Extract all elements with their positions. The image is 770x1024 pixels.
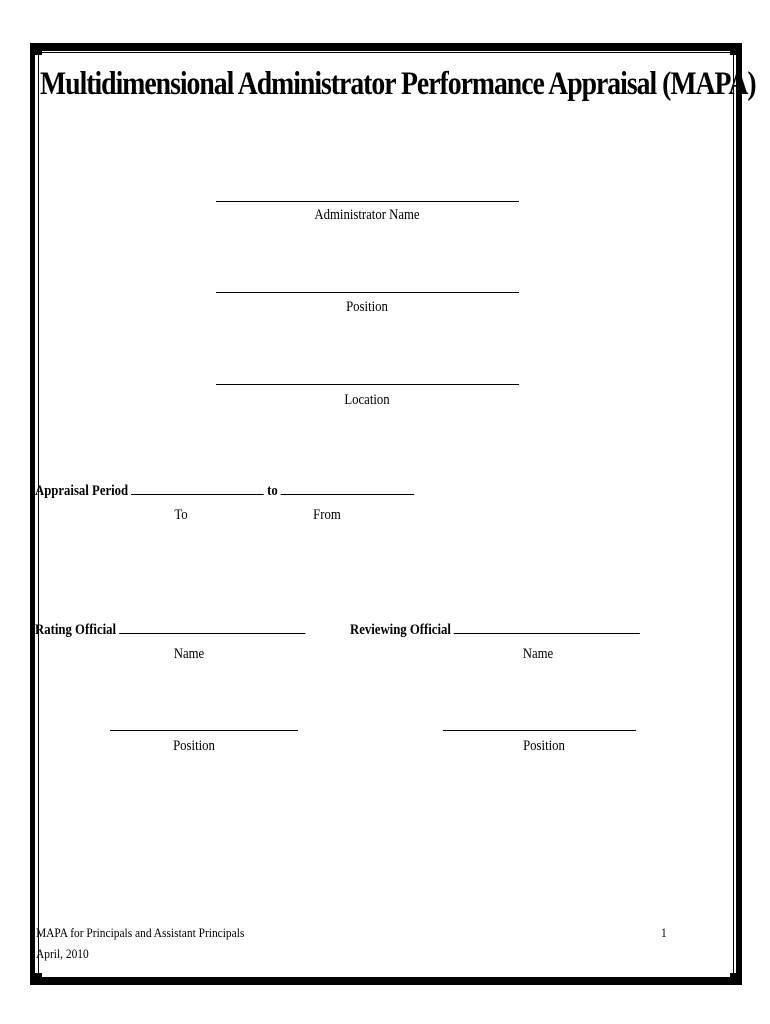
- appraisal-period-label: Appraisal Period: [35, 483, 129, 499]
- position-line[interactable]: [216, 292, 519, 293]
- rating-official-position-line[interactable]: [110, 730, 298, 731]
- appraisal-from-label: From: [313, 507, 341, 523]
- border-corner-top-right: [730, 43, 742, 55]
- rating-official-row: [35, 622, 305, 639]
- rating-official-label: Rating Official: [35, 622, 117, 638]
- administrator-name-label: Administrator Name: [314, 207, 420, 223]
- reviewing-official-name-label: Name: [522, 646, 554, 662]
- appraisal-period-connector: to: [267, 483, 278, 499]
- reviewing-official-row: [350, 622, 640, 639]
- border-corner-bottom-right: [730, 973, 742, 985]
- location-label: Location: [344, 392, 390, 408]
- rating-official-position-label: Position: [173, 738, 215, 754]
- footer-line-2: April, 2010: [36, 946, 89, 961]
- appraisal-period-row: [35, 483, 414, 500]
- border-corner-bottom-left: [30, 973, 42, 985]
- border-corner-top-left: [30, 43, 42, 55]
- administrator-name-line[interactable]: [216, 201, 519, 202]
- page-border-inner: [38, 52, 734, 978]
- footer-line-1: MAPA for Principals and Assistant Principals: [36, 925, 245, 940]
- page-number: 1: [661, 925, 667, 940]
- reviewing-official-name-field[interactable]: [454, 633, 640, 634]
- rating-official-name-field[interactable]: [119, 633, 305, 634]
- reviewing-official-label: Reviewing Official: [350, 622, 451, 638]
- position-label: Position: [346, 299, 388, 315]
- document-title: Multidimensional Administrator Performance Appraisal (MAPA): [40, 66, 756, 102]
- appraisal-to-label: To: [174, 507, 188, 523]
- reviewing-official-position-label: Position: [523, 738, 565, 754]
- appraisal-end-field[interactable]: [281, 494, 414, 495]
- reviewing-official-position-line[interactable]: [443, 730, 636, 731]
- appraisal-start-field[interactable]: [131, 494, 264, 495]
- location-line[interactable]: [216, 384, 519, 385]
- rating-official-name-label: Name: [173, 646, 205, 662]
